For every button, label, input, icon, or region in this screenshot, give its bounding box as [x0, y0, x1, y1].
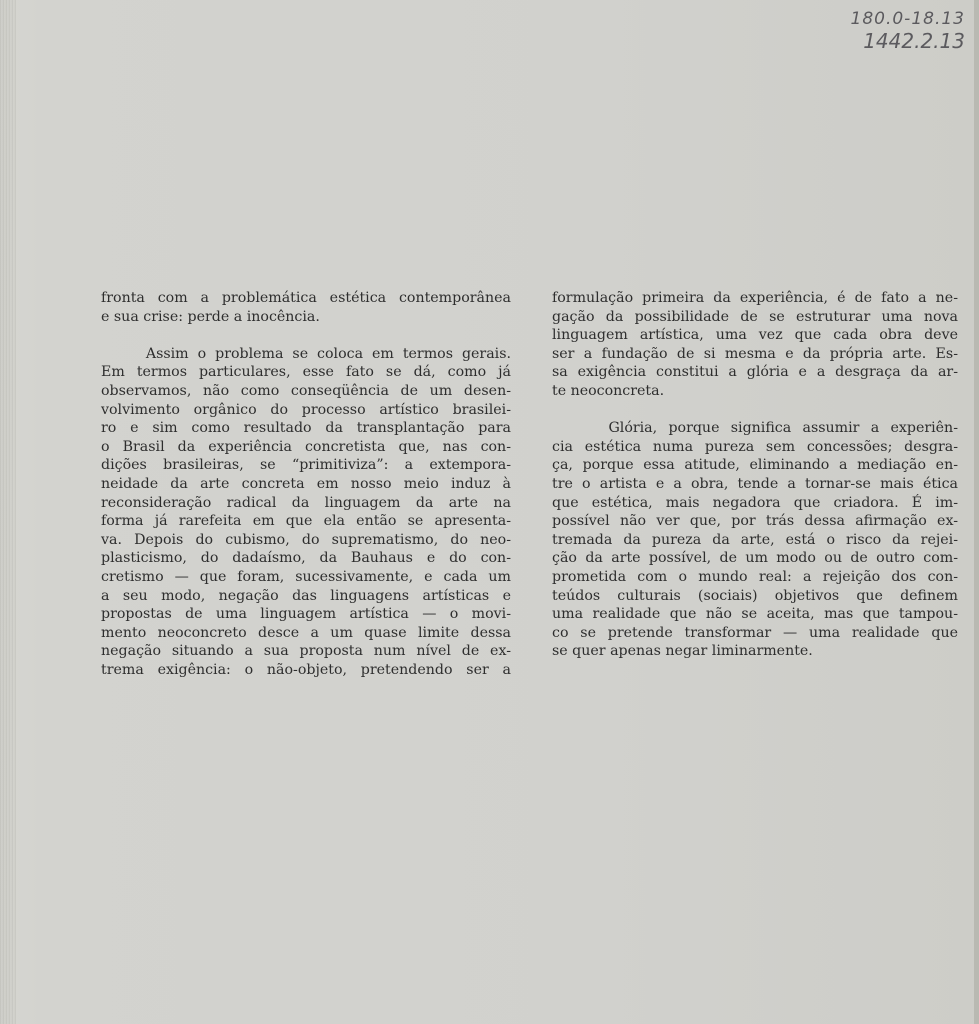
text-line: uma realidade que não se aceita, mas que tampou-	[552, 606, 958, 623]
text-line: formulação primeira da experiência, é de fato a ne-	[552, 290, 958, 306]
text-line: a seu modo, negação das linguagens artísticas e	[101, 587, 511, 604]
text-line: que estética, mais negadora que criadora. É im-	[552, 494, 958, 511]
text-line: forma já rarefeita em que ela então se apresenta-	[101, 513, 511, 530]
text-line: mento neoconcreto desce a um quase limite dessa	[101, 624, 511, 641]
text-line: possível não ver que, por trás dessa afirmação ex-	[552, 513, 958, 530]
page-stack-edge	[0, 0, 16, 1024]
text-line: sa exigência constitui a glória e a desgraça da ar-	[552, 364, 958, 381]
text-line: co se pretende transformar — uma realidade que	[552, 624, 958, 641]
paragraph-gap	[101, 326, 511, 345]
text-line: ro e sim como resultado da transplantação para	[101, 420, 511, 437]
text-line: Em termos particulares, esse fato se dá, como já	[101, 364, 511, 381]
text-line: Assim o problema se coloca em termos gerais.	[101, 345, 511, 362]
text-line: propostas de uma linguagem artística — o movi-	[101, 606, 511, 623]
paragraph	[552, 419, 958, 661]
text-line: teúdos culturais (sociais) objetivos que definem	[552, 587, 958, 604]
text-line: va. Depois do cubismo, do suprematismo, do neo-	[101, 531, 511, 548]
text-line: tre o artista e a obra, tende a tornar-se mais ética	[552, 475, 958, 492]
page-right-edge	[974, 0, 979, 1024]
left-text-column	[101, 289, 511, 679]
text-line: ção da arte possível, de um modo ou de outro com-	[552, 550, 958, 567]
text-line: volvimento orgânico do processo artístico brasilei-	[101, 401, 511, 418]
text-line: e sua crise: perde a inocência.	[101, 308, 320, 325]
text-line: neidade da arte concreta em nosso meio induz à	[101, 475, 511, 492]
text-line: linguagem artística, uma vez que cada obra deve	[552, 327, 958, 344]
shelfmark-line-1: 180.0-18.13	[850, 9, 965, 29]
text-line: cia estética numa pureza sem concessões; desgra-	[552, 438, 958, 455]
text-line: dições brasileiras, se “primitiviza”: a extempora-	[101, 457, 511, 474]
paragraph	[101, 289, 511, 326]
text-line: ser a fundação de si mesma e da própria arte. Es-	[552, 345, 958, 362]
text-line: te neoconcreta.	[552, 382, 665, 399]
text-line: se quer apenas negar liminarmente.	[552, 643, 813, 660]
text-line: negação situando a sua proposta num nível de ex-	[101, 643, 511, 660]
text-line: trema exigência: o não-objeto, pretendendo ser a	[101, 661, 511, 678]
handwritten-shelfmark	[825, 8, 965, 52]
right-text-column	[552, 289, 958, 661]
text-line: prometida com o mundo real: a rejeição dos con-	[552, 568, 958, 585]
shelfmark-line-2: 1442.2.13	[863, 29, 965, 53]
text-line: Glória, porque significa assumir a experiên-	[552, 420, 958, 437]
paragraph-gap	[552, 401, 958, 420]
text-line: ça, porque essa atitude, eliminando a mediação en-	[552, 457, 958, 474]
text-line: plasticismo, do dadaísmo, da Bauhaus e do con-	[101, 550, 511, 567]
text-line: cretismo — que foram, sucessivamente, e cada um	[101, 568, 511, 585]
text-line: gação da possibilidade de se estruturar uma nova	[552, 308, 958, 325]
paragraph	[101, 345, 511, 680]
text-line: observamos, não como conseqüência de um desen-	[101, 382, 511, 399]
paragraph	[552, 289, 958, 401]
text-line: tremada da pureza da arte, está o risco da rejei-	[552, 531, 958, 548]
text-line: fronta com a problemática estética contemporânea	[101, 290, 511, 306]
text-line: reconsideração radical da linguagem da arte na	[101, 494, 511, 511]
text-line: o Brasil da experiência concretista que, nas con-	[101, 438, 511, 455]
